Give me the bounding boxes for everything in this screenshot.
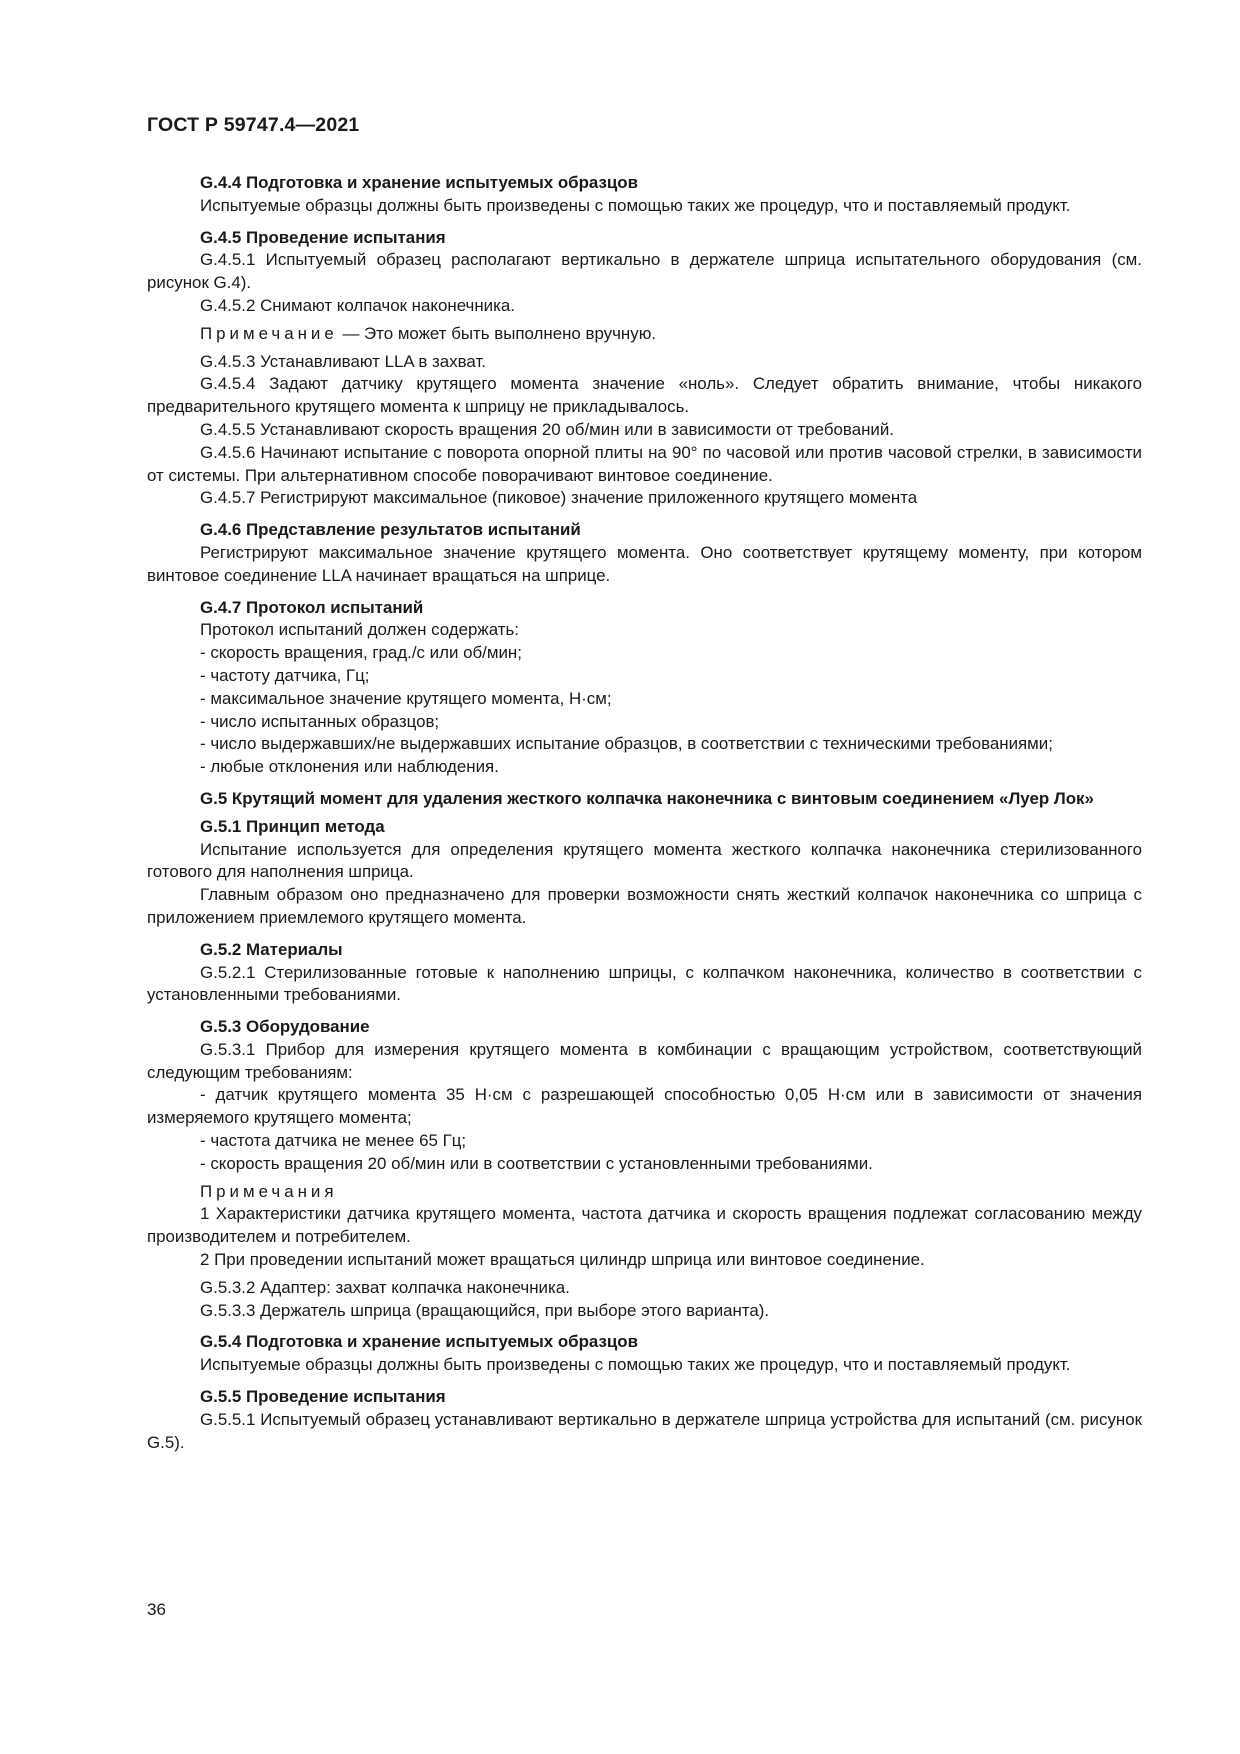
paragraph: Испытуемые образцы должны быть произведены с помощью таких же процедур, что и поставляемый продукт. [200,195,1071,215]
page-number: 36 [147,1600,166,1619]
paragraph: Испытание используется для определения крутящего момента жесткого колпачка наконечника стерилизованного готового для наполнения шприца. [147,839,1142,882]
list-item: - скорость вращения 20 об/мин или в соответствии с установленными требованиями. [200,1153,873,1173]
notes-label: Примечания [200,1181,338,1201]
list-item: - число выдержавших/не выдержавших испытание образцов, в соответствии с техническими требованиями; [200,734,1053,754]
document-page [147,0,1142,1754]
paragraph: Протокол испытаний должен содержать: [200,620,519,640]
section-heading-g44: G.4.4 Подготовка и хранение испытуемых образцов [200,173,639,192]
section-heading-g5: G.5 Крутящий момент для удаления жесткого колпачка наконечника с винтовым соединением «Луер Лок» [200,788,1094,808]
list-item: - число испытанных образцов; [200,711,440,731]
paragraph: G.5.3.1 Прибор для измерения крутящего момента в комбинации с вращающим устройством, соответствующий следующим требованиям: [147,1039,1142,1082]
note [147,323,1142,346]
document-body [147,172,1142,1454]
note-text: — Это может быть выполнено вручную. [337,323,657,343]
list-item: - датчик крутящего момента 35 Н·см с разрешающей способностью 0,05 Н·см или в зависимости от значения измеряемого крутящего момента; [147,1085,1142,1128]
section-heading-g46: G.4.6 Представление результатов испытаний [200,520,581,540]
section-heading-g54: G.5.4 Подготовка и хранение испытуемых образцов [200,1332,639,1352]
section-heading-g52: G.5.2 Материалы [200,939,343,959]
paragraph: Регистрируют максимальное значение крутящего момента. Оно соответствует крутящему моменту, при котором винтовое соединение LLA начинает вращаться на шприце. [147,542,1142,585]
list-item: - максимальное значение крутящего момента, Н·см; [200,688,612,708]
paragraph: G.4.5.7 Регистрируют максимальное (пиковое) значение приложенного крутящего момента [200,488,918,508]
list-item: - скорость вращения, град./с или об/мин; [200,643,522,663]
list-item: - любые отклонения или наблюдения. [200,757,499,777]
paragraph: Испытуемые образцы должны быть произведены с помощью таких же процедур, что и поставляемый продукт. [200,1355,1071,1375]
paragraph: Главным образом оно предназначено для проверки возможности снять жесткий колпачок наконечника со шприца с приложением приемлемого крутящего момента. [147,885,1142,927]
section-heading-g55: G.5.5 Проведение испытания [200,1387,446,1407]
paragraph: G.4.5.2 Снимают колпачок наконечника. [200,295,515,315]
paragraph: G.5.3.3 Держатель шприца (вращающийся, при выборе этого варианта). [200,1300,770,1320]
paragraph: G.4.5.6 Начинают испытание с поворота опорной плиты на 90° по часовой или против часовой стрелки, в зависимости от системы. При альтернативном способе поворачивают винтовое соединение. [147,442,1142,485]
document-code: ГОСТ Р 59747.4—2021 [147,114,360,136]
section-heading-g53: G.5.3 Оборудование [200,1017,370,1037]
list-item: - частота датчика не менее 65 Гц; [200,1131,467,1151]
paragraph: G.4.5.4 Задают датчику крутящего момента значение «ноль». Следует обратить внимание, чтобы никакого предварительного крутящего момента к шприцу не прикладывалось. [147,374,1142,417]
paragraph: G.5.3.2 Адаптер: захват колпачка наконечника. [200,1277,570,1297]
paragraph: G.4.5.5 Устанавливают скорость вращения 20 об/мин или в зависимости от требований. [200,419,894,439]
paragraph: G.5.2.1 Стерилизованные готовые к наполнению шприцы, с колпачком наконечника, количество в соответствии с установленными требованиями. [147,962,1142,1005]
paragraph: G.5.5.1 Испытуемый образец устанавливают вертикально в держателе шприца устройства для испытаний (см. рисунок G.5). [147,1409,1142,1452]
paragraph: G.4.5.3 Устанавливают LLA в захват. [200,351,486,371]
note: 2 При проведении испытаний может вращаться цилиндр шприца или винтовое соединение. [200,1250,925,1270]
note: 1 Характеристики датчика крутящего момента, частота датчика и скорость вращения подлежат согласованию между производителем и потребителем. [147,1204,1142,1247]
section-heading-g51: G.5.1 Принцип метода [200,816,385,836]
paragraph: G.4.5.1 Испытуемый образец располагают вертикально в держателе шприца испытательного оборудования (см. рисунок G.4). [147,250,1142,293]
note-label: Примечание [200,323,338,343]
section-heading-g45: G.4.5 Проведение испытания [200,227,446,247]
list-item: - частоту датчика, Гц; [200,665,370,685]
section-heading-g47: G.4.7 Протокол испытаний [200,597,424,617]
